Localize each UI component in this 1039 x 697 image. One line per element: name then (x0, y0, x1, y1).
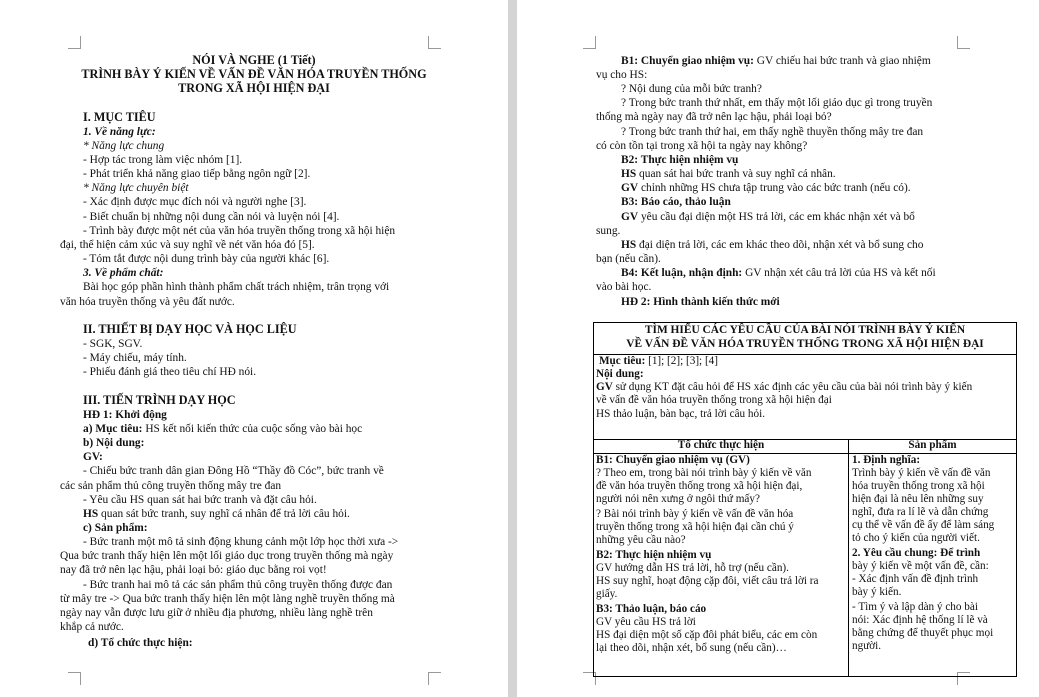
text-line: - Hợp tác trong làm việc nhóm [1]. (83, 154, 243, 166)
step-3-heading: B3: Báo cáo, thảo luận (621, 196, 731, 208)
text-line: GV yêu cầu đại diện một HS trả lời, các em khác nhận xét và bổ (621, 211, 915, 223)
text-line: - Tóm tắt được nội dung trình bày của người khác [6]. (83, 253, 330, 265)
table-text-line: hiện đại là nêu lên những suy (852, 493, 984, 505)
question-line: thống mà ngày nay đã trở nên lạc hậu, phải loại bỏ? (596, 111, 832, 123)
text-line: Bài học góp phần hình thành phẩm chất trách nhiệm, trân trọng với (83, 281, 390, 293)
text-line: HS quan sát hai bức tranh và suy nghĩ cá nhân. (621, 168, 836, 180)
table-text-line: - Tìm ý và lập dàn ý cho bài (852, 601, 978, 613)
lesson-title: NÓI VÀ NGHE (1 Tiết) (192, 53, 316, 67)
text-line: bạn (nếu cần). (596, 253, 661, 265)
table-body-cell-product (849, 454, 1017, 677)
table-text-line: HS suy nghĩ, hoạt động cặp đôi, viết câu trả lời ra (596, 575, 819, 587)
activity-2-heading: HĐ 2: Hình thành kiến thức mới (621, 296, 780, 308)
table-requirements-heading: 2. Yêu cầu chung: Để trình (852, 547, 981, 559)
text-line: HS đại diện trả lời, các em khác theo dõi, nhận xét và bổ sung cho (621, 239, 924, 251)
table-step-heading: B1: Chuyển giao nhiệm vụ (GV) (596, 454, 750, 466)
text-line: HS quan sát bức tranh, suy nghĩ cá nhân để trả lời câu hỏi. (83, 508, 350, 520)
table-text-line: Mục tiêu: [1]; [2]; [3]; [4] (599, 355, 718, 367)
text-line: - Phiếu đánh giá theo tiêu chí HĐ nói. (83, 366, 257, 378)
table-text-line: HS đại diện một số cặp đôi phát biểu, các em còn (596, 629, 818, 641)
text-line: vụ cho HS: (596, 69, 648, 81)
organization-label: d) Tổ chức thực hiện: (88, 637, 193, 649)
text-line: - Trình bày được một nét của văn hóa truyền thống trong xã hội hiện (83, 225, 396, 237)
text-line: - SGK, SGV. (83, 338, 143, 350)
table-title-line2: VỀ VẤN ĐỀ VĂN HÓA TRUYỀN THỐNG TRONG XÃ HỘI HIỆN ĐẠI (626, 338, 984, 350)
text-line: - Xác định được mục đích nói và người nghe [3]. (83, 196, 307, 208)
specific-competency-label: * Năng lực chuyên biệt (83, 182, 189, 194)
text-line: - Yêu cầu HS quan sát hai bức tranh và đặt câu hỏi. (83, 494, 317, 506)
text-line: - Biết chuẩn bị những nội dung cần nói và luyện nói [4]. (83, 211, 340, 223)
text-line: - Chiếu bức tranh dân gian Đông Hồ “Thầy đồ Cóc”, bức tranh về (83, 465, 384, 477)
crop-mark (68, 36, 81, 49)
crop-mark (428, 36, 441, 49)
table-text-line: GV hướng dẫn HS trả lời, hỗ trợ (nếu cần). (596, 562, 789, 574)
text-line: văn hóa truyền thống và yêu đất nước. (60, 296, 235, 308)
table-text-line: bày ý kiến về một vấn đề, cần: (852, 560, 989, 572)
activity-1-heading: HĐ 1: Khởi động (83, 409, 167, 421)
table-text-line: lại theo dõi, nhận xét, bổ sung (nếu cần)… (596, 642, 787, 654)
text-line: các sản phẩm thủ công truyền thống mây tre đan (60, 480, 282, 492)
step-2-heading: B2: Thực hiện nhiệm vụ (621, 154, 739, 166)
text-line: Qua bức tranh thấy hiện lên một lối giáo dục trong truyền thống mà ngày (60, 550, 394, 562)
activity-table (593, 322, 1017, 677)
table-text-line: bày ý kiến. (852, 586, 902, 598)
table-header-cell (594, 440, 849, 454)
crop-mark (428, 672, 441, 685)
table-text-line: về vấn đề văn hóa truyền thống trong xã hội hiện đại (596, 394, 832, 406)
table-text-line: nói: Xác định hệ thống lí lẽ và (852, 614, 988, 626)
table-text-line: HS thảo luận, bàn bạc, trả lời câu hỏi. (596, 408, 766, 420)
table-text-line: bằng chứng để thuyết phục mọi (852, 627, 994, 639)
text-line: - Máy chiếu, máy tính. (83, 352, 187, 364)
text-line: vào bài học. (596, 281, 652, 293)
table-title-line1: TÌM HIỂU CÁC YÊU CẦU CỦA BÀI NÓI TRÌNH BÀY Ý KIẾN (644, 324, 966, 336)
question-line: ? Trong bức tranh thứ nhất, em thấy một lối giáo dục gì trong truyền (621, 97, 933, 109)
table-text-line: đề văn hóa truyền thống trong xã hội hiện đại, (596, 480, 803, 492)
table-text-line: cụ thể về vấn đề ấy để làm sáng (852, 519, 995, 531)
text-line: a) Mục tiêu: HS kết nối kiến thức của cuộc sống vào bài học (83, 423, 363, 435)
product-label: c) Sản phẩm: (83, 522, 148, 534)
table-text-line: tỏ cho ý kiến của người viết. (852, 532, 980, 544)
section-process: III. TIẾN TRÌNH DẠY HỌC (83, 393, 236, 407)
document-page-left (0, 0, 508, 697)
table-text-line: GV yêu cầu HS trả lời (596, 616, 696, 628)
subsection-competencies: 1. Về năng lực: (83, 126, 156, 138)
text-line: khắp cả nước. (60, 621, 124, 633)
column-header-organization: Tổ chức thực hiện (677, 439, 765, 451)
table-body-cell-organization (594, 454, 849, 677)
document-page-right (517, 0, 1039, 697)
table-text-line: người nói nên xưng ở ngôi thứ mấy? (596, 493, 760, 505)
lesson-heading-line1: TRÌNH BÀY Ý KIẾN VỀ VẤN ĐỀ VĂN HÓA TRUYỀN THỐNG (81, 67, 427, 81)
text-line: nay đã trở nên lạc hậu, phải loại bỏ: giáo dục bằng roi vọt! (60, 564, 327, 576)
gv-label: GV: (83, 451, 103, 463)
crop-mark (957, 36, 970, 49)
table-text-line: người. (852, 640, 882, 652)
table-title-cell (594, 323, 1017, 355)
table-text-line: nghĩ, đưa ra lí lẽ và dẫn chứng (852, 506, 989, 518)
table-text-line: hóa truyền thống trong xã hội (852, 480, 985, 492)
table-step-heading: B2: Thực hiện nhiệm vụ (596, 549, 712, 561)
general-competency-label: * Năng lực chung (83, 140, 165, 152)
table-text-line: - Xác định vấn đề định trình (852, 573, 979, 585)
text-line: - Bức tranh hai mô tả các sản phẩm thủ công truyền thống được đan (83, 579, 393, 591)
crop-mark (68, 672, 81, 685)
text-line: - Phát triển khả năng giao tiếp bằng ngôn ngữ [2]. (83, 168, 311, 180)
question-line: ? Trong bức tranh thứ hai, em thấy nghề thuyền thống mây tre đan (621, 126, 924, 138)
text-line: từ mây tre -> Qua bức tranh thấy hiện lên một làng nghề truyền thống mà (60, 593, 395, 605)
table-text-line: GV sử dụng KT đặt câu hỏi để HS xác định các yêu cầu của bài nói trình bày ý kiến (596, 381, 973, 393)
table-text-line: Trình bày ý kiến về vấn đề văn (852, 467, 991, 479)
text-line: B1: Chuyển giao nhiệm vụ: GV chiếu hai bức tranh và giao nhiệm (621, 55, 931, 67)
text-line: sung. (596, 225, 621, 237)
section-equipment: II. THIẾT BỊ DẠY HỌC VÀ HỌC LIỆU (83, 322, 297, 336)
table-text-line: giấy. (596, 588, 618, 600)
text-line: ngày nay vẫn được lưu giữ ở nhiều địa phương, nhiều làng nghề trên (60, 607, 373, 619)
content-label: b) Nội dung: (83, 437, 145, 449)
table-content-label: Nội dung: (596, 368, 644, 380)
text-line: GV chỉnh những HS chưa tập trung vào các bức tranh (nếu có). (621, 182, 911, 194)
section-objectives: I. MỤC TIÊU (83, 110, 156, 124)
table-objective-cell (594, 355, 1017, 440)
table-text-line: truyền thống trong xã hội hiện đại cần chú ý (596, 521, 794, 533)
table-text-line: những yêu cầu nào? (596, 534, 686, 546)
table-text-line: ? Bài nói trình bày ý kiến về vấn đề văn hóa (596, 508, 794, 520)
table-header-cell (849, 440, 1017, 454)
text-line: - Bức tranh một mô tả sinh động khung cảnh một lớp học thời xưa -> (83, 536, 399, 548)
text-line: đại, thể hiện cảm xúc và suy nghĩ về nét văn hóa đó [5]. (60, 239, 315, 251)
question-line: ? Nội dung của mỗi bức tranh? (621, 83, 762, 95)
subsection-qualities: 3. Về phẩm chất: (83, 267, 164, 279)
question-line: có còn tồn tại trong xã hội ta ngày nay không? (596, 140, 808, 152)
crop-mark (583, 36, 596, 49)
lesson-heading-line2: TRONG XÃ HỘI HIỆN ĐẠI (178, 81, 330, 95)
table-definition-heading: 1. Định nghĩa: (852, 454, 921, 466)
text-line: B4: Kết luận, nhận định: GV nhận xét câu trả lời của HS và kết nối (621, 267, 936, 279)
column-header-product: Sản phẩm (908, 439, 957, 451)
table-step-heading: B3: Thảo luận, báo cáo (596, 603, 707, 615)
table-text-line: ? Theo em, trong bài nói trình bày ý kiến về văn (596, 467, 812, 479)
